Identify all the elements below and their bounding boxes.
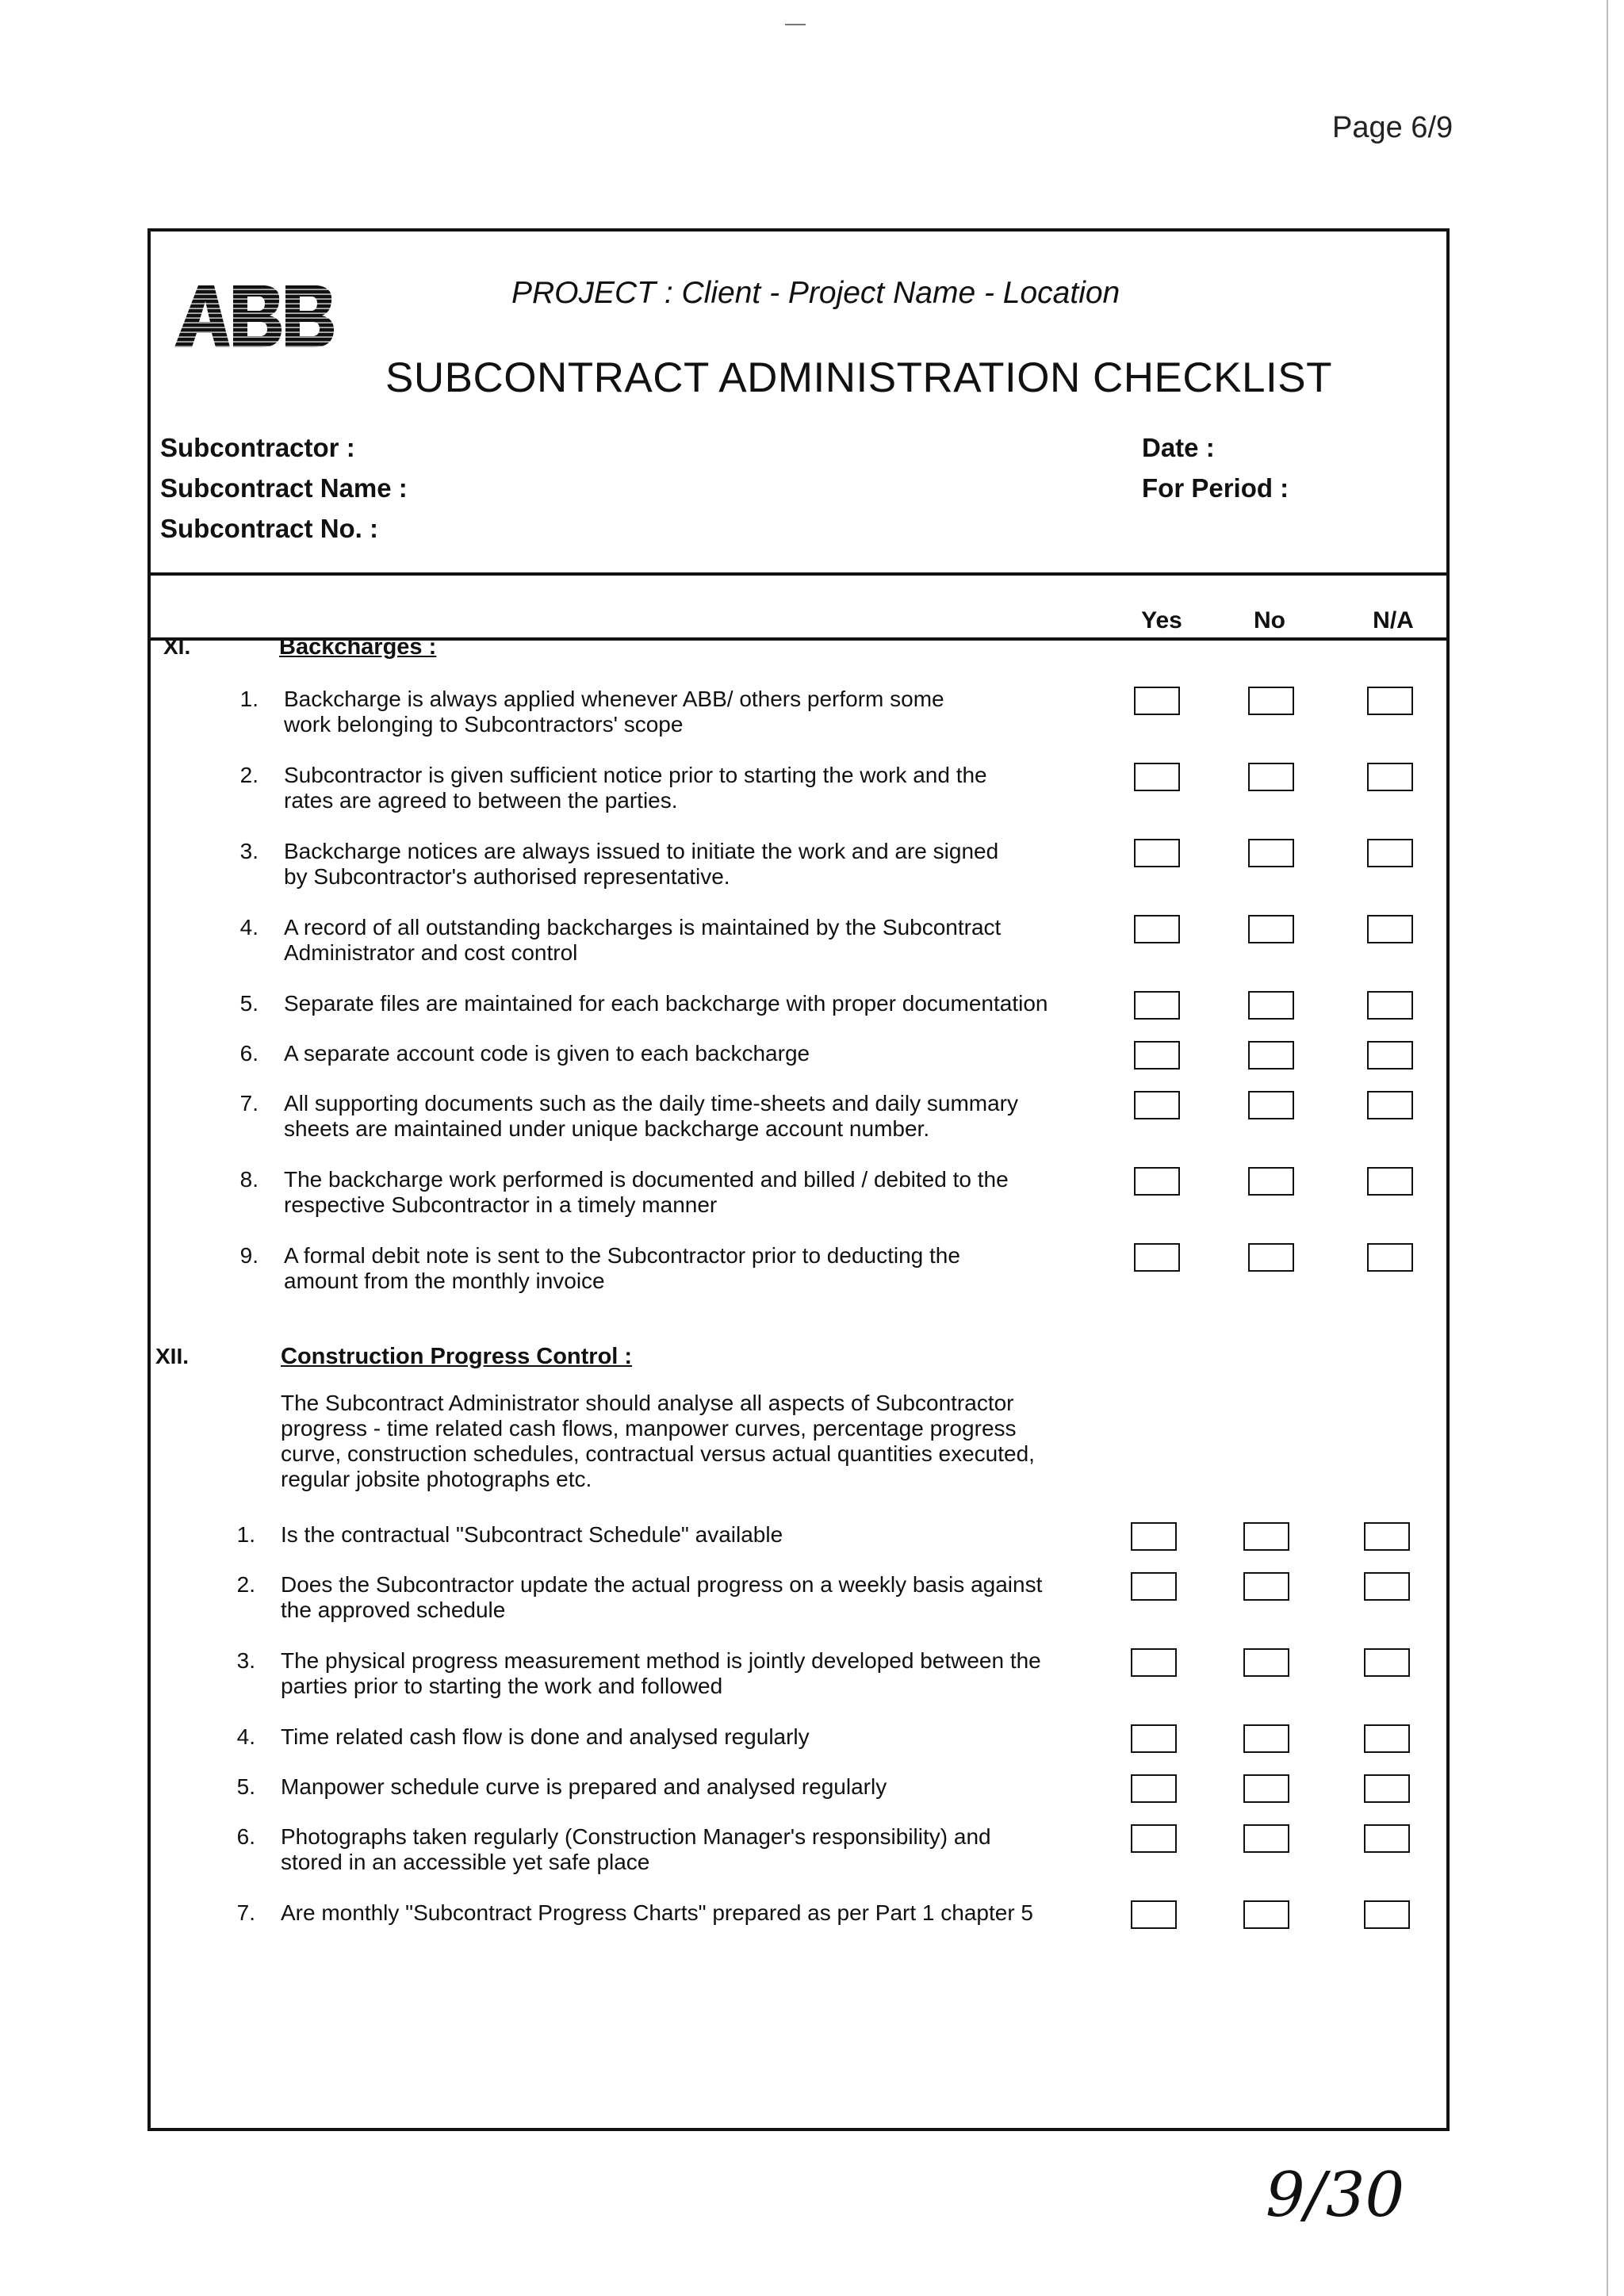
- item-text-line: All supporting documents such as the daily time-sheets and daily summary: [284, 1091, 1018, 1115]
- item-text-line: Does the Subcontractor update the actual progress on a weekly basis against: [281, 1572, 1043, 1597]
- scan-mark: [785, 24, 806, 25]
- item-number: 1.: [239, 687, 259, 711]
- handwritten-page-count: 9/30: [1266, 2160, 1405, 2231]
- section-number: XII.: [155, 1344, 190, 1368]
- item-text: [281, 1572, 1082, 1623]
- item-number: 4.: [239, 915, 259, 939]
- checkbox-no[interactable]: [1243, 1774, 1289, 1803]
- checkbox-no[interactable]: [1243, 1900, 1289, 1929]
- item-text-line: Are monthly "Subcontract Progress Charts" prepared as per Part 1 chapter 5: [281, 1900, 1034, 1925]
- item-text-line: A separate account code is given to each backcharge: [284, 1041, 810, 1066]
- item-text-line: Manpower schedule curve is prepared and analysed regularly: [281, 1774, 887, 1799]
- checkbox-na[interactable]: [1364, 1824, 1410, 1853]
- item-text-line: rates are agreed to between the parties.: [284, 788, 678, 813]
- checkbox-na[interactable]: [1367, 763, 1413, 791]
- checkbox-yes[interactable]: [1134, 1041, 1180, 1070]
- item-text-line: Subcontractor is given sufficient notice prior to starting the work and the: [284, 763, 987, 787]
- section-title-progress-control: Construction Progress Control :: [281, 1344, 633, 1369]
- checkbox-no[interactable]: [1243, 1824, 1289, 1853]
- column-na: N/A: [1373, 607, 1414, 633]
- subcontract-no-label: Subcontract No. :: [160, 514, 379, 543]
- checkbox-na[interactable]: [1364, 1774, 1410, 1803]
- item-text-line: the approved schedule: [281, 1598, 506, 1622]
- checkbox-yes[interactable]: [1131, 1648, 1177, 1677]
- page-number: Page 6/9: [1332, 111, 1454, 144]
- checkbox-no[interactable]: [1248, 991, 1294, 1020]
- item-text: [284, 839, 1085, 890]
- checkbox-na[interactable]: [1367, 1091, 1413, 1119]
- checkbox-yes[interactable]: [1134, 1091, 1180, 1119]
- item-number: 5.: [239, 991, 259, 1016]
- checkbox-na[interactable]: [1367, 1167, 1413, 1196]
- item-number: 2.: [236, 1572, 255, 1597]
- item-text-line: parties prior to starting the work and followed: [281, 1674, 723, 1698]
- item-text-line: Is the contractual "Subcontract Schedule" available: [281, 1522, 783, 1547]
- item-text-line: Separate files are maintained for each backcharge with proper documentation: [284, 991, 1048, 1016]
- checkbox-no[interactable]: [1248, 839, 1294, 867]
- checkbox-no[interactable]: [1248, 763, 1294, 791]
- checkbox-na[interactable]: [1364, 1648, 1410, 1677]
- intro-line: progress - time related cash flows, manpower curves, percentage progress: [281, 1416, 1017, 1441]
- checkbox-na[interactable]: [1367, 915, 1413, 943]
- checkbox-no[interactable]: [1248, 1167, 1294, 1196]
- item-text: [284, 687, 1085, 737]
- checkbox-no[interactable]: [1248, 1091, 1294, 1119]
- item-number: 6.: [239, 1041, 259, 1066]
- intro-line: regular jobsite photographs etc.: [281, 1467, 592, 1491]
- item-number: 8.: [239, 1167, 259, 1192]
- item-text: [284, 1243, 1085, 1294]
- scan-edge: [1607, 0, 1608, 2296]
- item-text-line: A formal debit note is sent to the Subcontractor prior to deducting the: [284, 1243, 960, 1268]
- item-text-line: A record of all outstanding backcharges is maintained by the Subcontract: [284, 915, 1002, 939]
- item-number: 9.: [239, 1243, 259, 1268]
- checkbox-yes[interactable]: [1131, 1774, 1177, 1803]
- item-text: [284, 915, 1085, 966]
- item-text-line: Time related cash flow is done and analysed regularly: [281, 1724, 810, 1749]
- item-number: 2.: [239, 763, 259, 787]
- intro-line: curve, construction schedules, contractual versus actual quantities executed,: [281, 1441, 1035, 1466]
- checkbox-yes[interactable]: [1134, 1243, 1180, 1272]
- item-number: 1.: [236, 1522, 255, 1547]
- item-text: [284, 1091, 1085, 1142]
- item-text-line: The physical progress measurement method is jointly developed between the: [281, 1648, 1041, 1673]
- checkbox-na[interactable]: [1367, 839, 1413, 867]
- checkbox-no[interactable]: [1248, 1243, 1294, 1272]
- item-number: 6.: [236, 1824, 255, 1849]
- checkbox-yes[interactable]: [1134, 839, 1180, 867]
- column-yes: Yes: [1141, 607, 1182, 633]
- abb-logo: [171, 282, 338, 349]
- checkbox-no[interactable]: [1248, 915, 1294, 943]
- item-text-line: Photographs taken regularly (Construction Manager's responsibility) and: [281, 1824, 991, 1849]
- checkbox-yes[interactable]: [1131, 1724, 1177, 1753]
- period-label: For Period :: [1142, 473, 1289, 503]
- checkbox-no[interactable]: [1243, 1648, 1289, 1677]
- item-text: [281, 1774, 1082, 1800]
- checkbox-no[interactable]: [1248, 687, 1294, 715]
- item-text: [284, 763, 1085, 813]
- item-number: 7.: [239, 1091, 259, 1115]
- intro-line: The Subcontract Administrator should analyse all aspects of Subcontractor: [281, 1391, 1014, 1415]
- item-text-line: Administrator and cost control: [284, 940, 578, 965]
- item-text: [281, 1900, 1082, 1926]
- checkbox-yes[interactable]: [1134, 763, 1180, 791]
- column-no: No: [1254, 607, 1285, 633]
- item-number: 4.: [236, 1724, 255, 1749]
- section-number: XI.: [163, 634, 191, 659]
- item-text: [284, 1041, 1085, 1066]
- checkbox-na[interactable]: [1364, 1572, 1410, 1601]
- item-text: [281, 1724, 1082, 1750]
- item-text-line: sheets are maintained under unique backcharge account number.: [284, 1116, 930, 1141]
- checkbox-yes[interactable]: [1134, 1167, 1180, 1196]
- checkbox-na[interactable]: [1367, 1041, 1413, 1070]
- checkbox-yes[interactable]: [1134, 687, 1180, 715]
- page-title: SUBCONTRACT ADMINISTRATION CHECKLIST: [385, 354, 1332, 401]
- checkbox-yes[interactable]: [1131, 1900, 1177, 1929]
- checkbox-yes[interactable]: [1131, 1522, 1177, 1551]
- section-title-backcharges: Backcharges :: [279, 634, 437, 660]
- item-text-line: stored in an accessible yet safe place: [281, 1850, 650, 1874]
- section-intro: [281, 1391, 1082, 1492]
- checkbox-na[interactable]: [1364, 1900, 1410, 1929]
- project-line: PROJECT : Client - Project Name - Location: [511, 276, 1120, 310]
- checkbox-na[interactable]: [1367, 687, 1413, 715]
- item-text: [281, 1522, 1082, 1548]
- item-text: [284, 991, 1085, 1016]
- item-text: [281, 1824, 1082, 1875]
- checkbox-no[interactable]: [1248, 1041, 1294, 1070]
- item-text-line: respective Subcontractor in a timely manner: [284, 1192, 718, 1217]
- item-number: 3.: [239, 839, 259, 863]
- checkbox-na[interactable]: [1364, 1522, 1410, 1551]
- item-text-line: amount from the monthly invoice: [284, 1269, 605, 1293]
- subcontract-name-label: Subcontract Name :: [160, 473, 408, 503]
- item-text-line: The backcharge work performed is documented and billed / debited to the: [284, 1167, 1009, 1192]
- checkbox-na[interactable]: [1367, 991, 1413, 1020]
- checkbox-yes[interactable]: [1134, 991, 1180, 1020]
- item-number: 7.: [236, 1900, 255, 1925]
- checkbox-no[interactable]: [1243, 1572, 1289, 1601]
- item-text: [284, 1167, 1085, 1218]
- item-text-line: by Subcontractor's authorised representative.: [284, 864, 730, 889]
- checkbox-na[interactable]: [1367, 1243, 1413, 1272]
- checkbox-yes[interactable]: [1131, 1824, 1177, 1853]
- checkbox-no[interactable]: [1243, 1724, 1289, 1753]
- item-text-line: work belonging to Subcontractors' scope: [284, 712, 684, 737]
- checkbox-yes[interactable]: [1134, 915, 1180, 943]
- subcontractor-label: Subcontractor :: [160, 433, 355, 462]
- item-text-line: Backcharge notices are always issued to initiate the work and are signed: [284, 839, 999, 863]
- header-divider: [147, 572, 1450, 576]
- item-text-line: Backcharge is always applied whenever ABB/ others perform some: [284, 687, 944, 711]
- checkbox-na[interactable]: [1364, 1724, 1410, 1753]
- checkbox-no[interactable]: [1243, 1522, 1289, 1551]
- item-number: 3.: [236, 1648, 255, 1673]
- checkbox-yes[interactable]: [1131, 1572, 1177, 1601]
- date-label: Date :: [1142, 433, 1215, 462]
- item-number: 5.: [236, 1774, 255, 1799]
- item-text: [281, 1648, 1082, 1699]
